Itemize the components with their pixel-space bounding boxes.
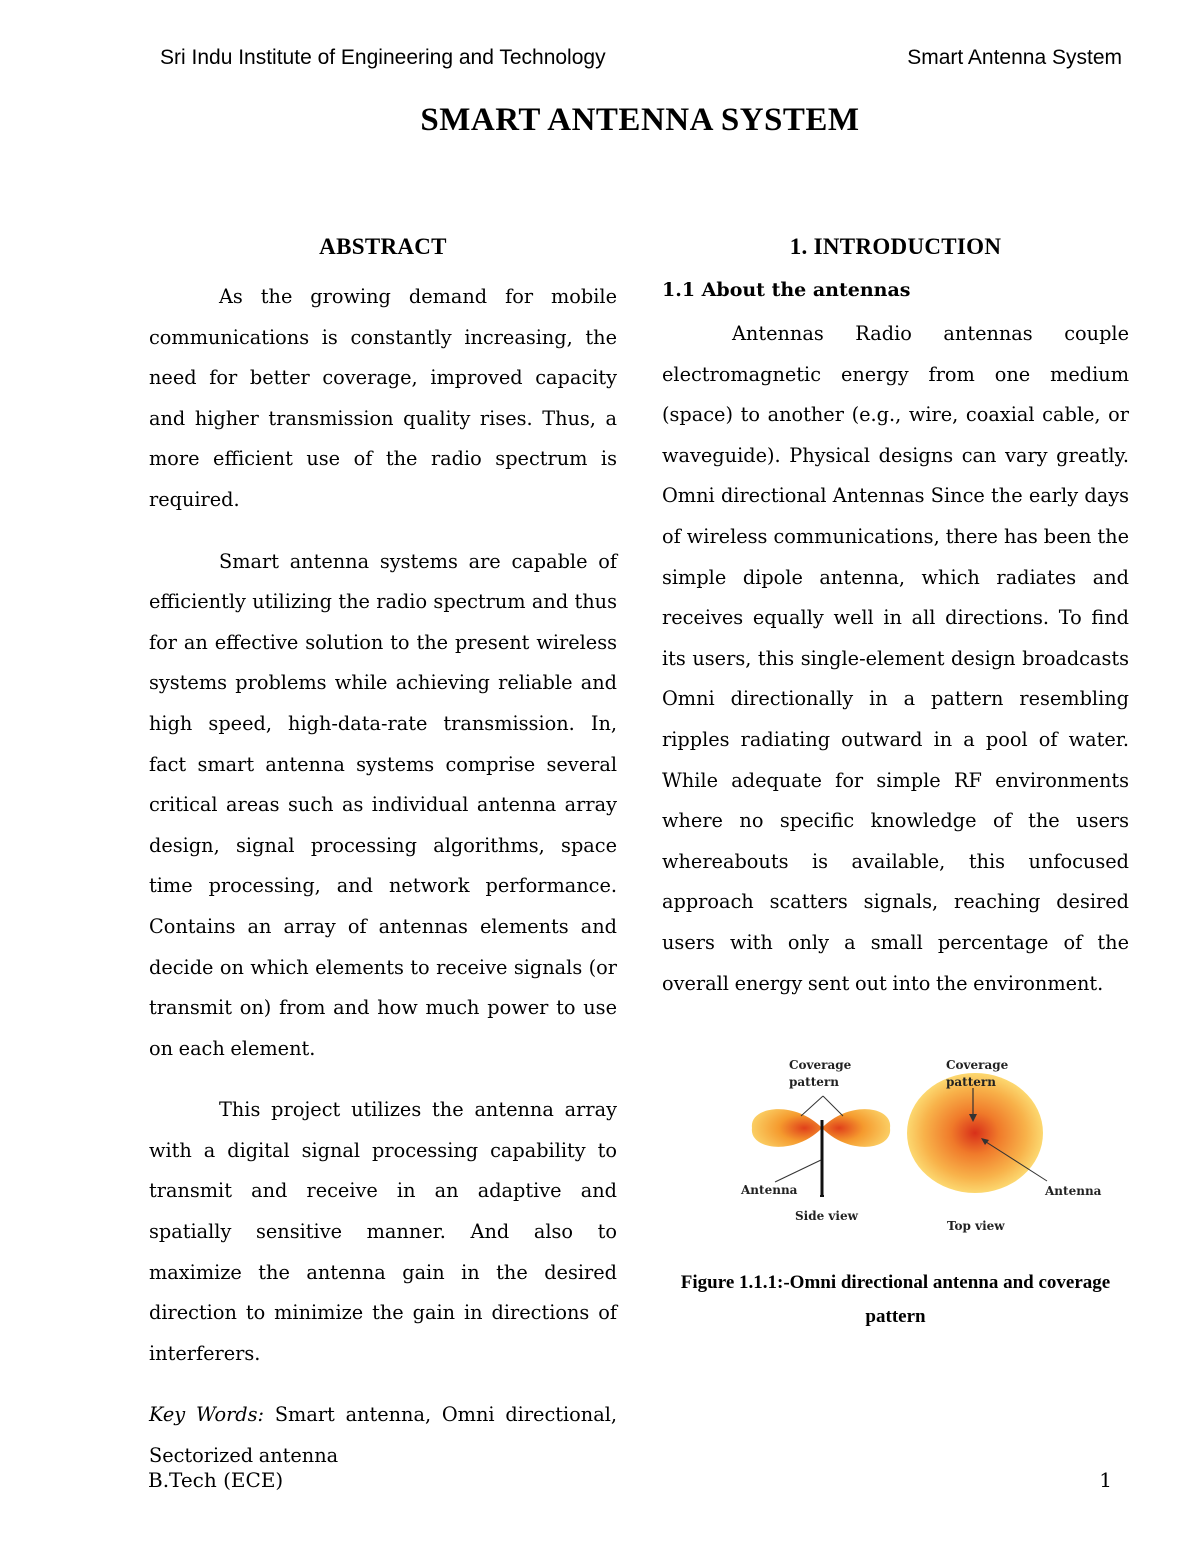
abstract-paragraph-2: Smart antenna systems are capable of efficiently utilizing the radio spectrum and thus for an effective solution to the present wireless systems problems while achieving reliable and high speed, high-data-rate transmission. In, fact smart antenna systems comprise several critical areas such as individual antenna array design, signal processing algorithms, space time processing, and network performance. Contains an array of antennas elements and decide on which elements to receive signals (or transmit on) from and how much power to use on each element. — [149, 549, 617, 1060]
footer-course: B.Tech (ECE) — [148, 1468, 284, 1492]
introduction-column — [662, 232, 1129, 1004]
introduction-paragraph: Antennas Radio antennas couple electromagnetic energy from one medium (space) to another (e.g., wire, coaxial cable, or waveguide). Physical designs can vary greatly. Omni directional Antennas Since the early days of wireless communications, there has been the simple dipole antenna, which radiates and receives equally well in all directions. To find its users, this single-element design broadcasts Omni directionally in a pattern resembling ripples radiating outward in a pool of water. While adequate for simple RF environments where no specific knowledge of the users whereabouts is available, this unfocused approach scatters signals, reaching desired users with only a small percentage of the overall energy sent out into the environment. — [662, 322, 1129, 995]
abstract-heading: ABSTRACT — [319, 234, 447, 259]
introduction-heading: 1. INTRODUCTION — [789, 234, 1002, 259]
keywords-label: Key Words: — [149, 1403, 265, 1427]
top-coverage-label-1: Coverage — [946, 1058, 1009, 1072]
top-view-label: Top view — [947, 1219, 1005, 1233]
side-antenna-label: Antenna — [741, 1183, 798, 1197]
side-coverage-label-1: Coverage — [789, 1058, 852, 1072]
omni-antenna-diagram — [735, 1048, 1105, 1238]
header-project: Smart Antenna System — [907, 46, 1122, 69]
abstract-paragraph-1: As the growing demand for mobile communications is constantly increasing, the need for better coverage, improved capacity and higher transmission quality rises. Thus, a more efficient use of the radio spectrum is required. — [149, 285, 617, 511]
paper-title: SMART ANTENNA SYSTEM — [420, 102, 860, 138]
introduction-subheading: 1.1 About the antennas — [662, 279, 911, 301]
side-coverage-label-2: pattern — [789, 1075, 839, 1089]
abstract-column — [149, 232, 617, 1477]
figure-caption: Figure 1.1.1:-Omni directional antenna and coverage pattern — [680, 1272, 1111, 1327]
keywords — [149, 1395, 617, 1476]
header-institute: Sri Indu Institute of Engineering and Technology — [160, 46, 606, 69]
abstract-paragraph-3: This project utilizes the antenna array with a digital signal processing capability to transmit and receive in an adaptive and spatially sensitive manner. And also to maximize the antenna gain in the desired direction to minimize the gain in directions of interferers. — [149, 1098, 617, 1365]
top-antenna-label: Antenna — [1045, 1184, 1102, 1198]
side-right-lobe — [822, 1109, 890, 1147]
footer-page-number: 1 — [1099, 1468, 1112, 1492]
side-view-label: Side view — [795, 1209, 858, 1223]
omni-antenna-figure — [735, 1048, 1105, 1238]
top-view-coverage-disc — [907, 1073, 1043, 1193]
side-left-lobe — [752, 1109, 822, 1147]
keywords-text: Smart antenna, Omni directional, Sectorized antenna — [149, 1403, 618, 1468]
top-coverage-label-2: pattern — [946, 1075, 996, 1089]
